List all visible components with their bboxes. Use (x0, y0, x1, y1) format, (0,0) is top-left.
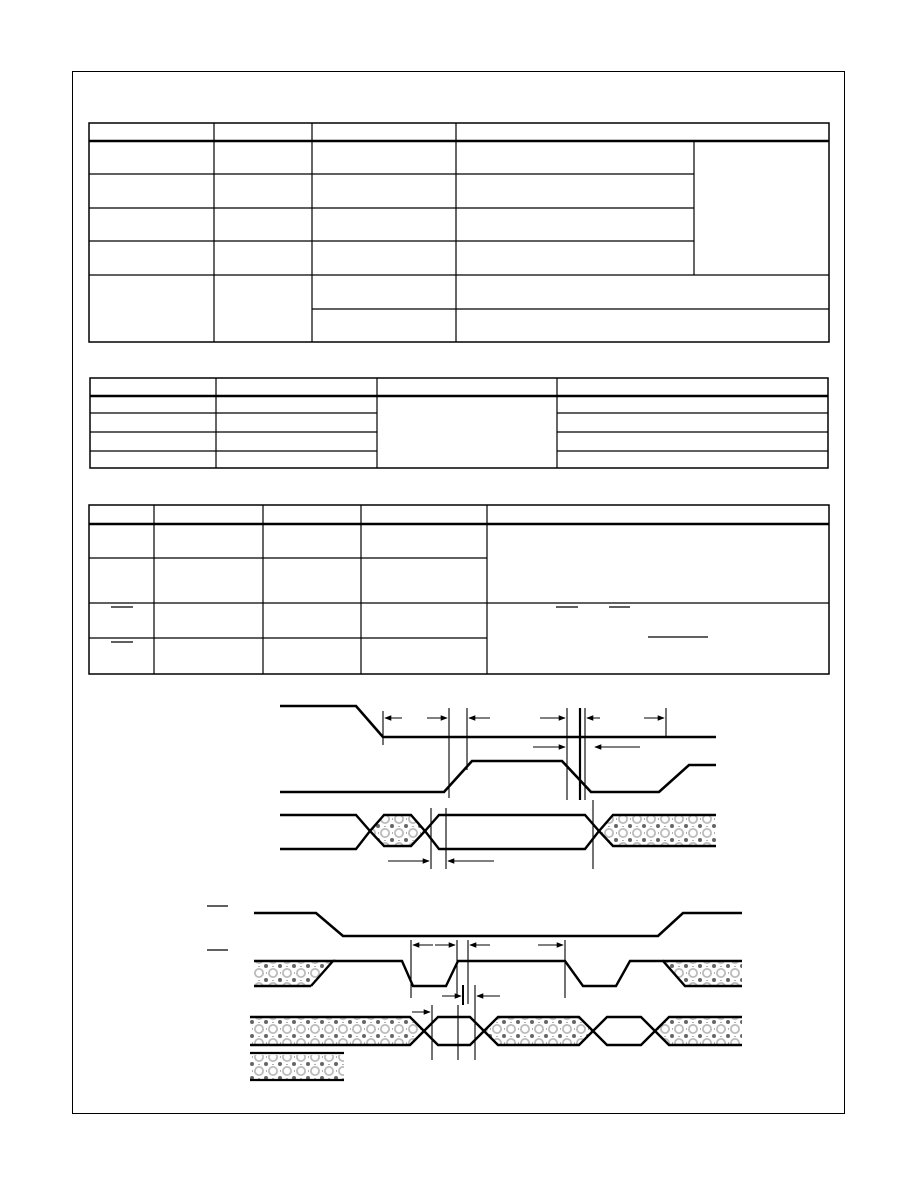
bus-hatched-2 (599, 815, 716, 846)
legend-hatched-swatch (250, 1055, 344, 1080)
bus-hatched-6 (484, 1017, 593, 1045)
bus-hatched-7 (655, 1017, 742, 1045)
table-3 (89, 505, 829, 674)
timing-diagram-2 (207, 906, 742, 1080)
table-2 (90, 378, 828, 468)
signal-1-waveform (280, 706, 716, 737)
signal-1-waveform (254, 913, 742, 936)
timing-diagram-1 (280, 706, 716, 869)
signal-2-waveform (280, 761, 716, 792)
bus-hatched-5 (250, 1017, 424, 1045)
table-1 (89, 123, 829, 342)
